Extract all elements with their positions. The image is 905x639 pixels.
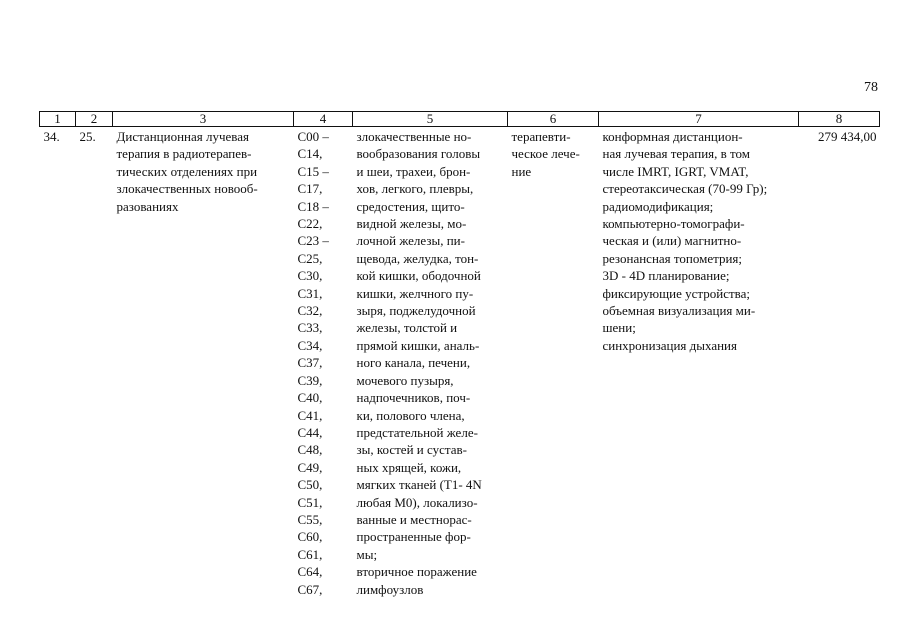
header-row: [40, 112, 880, 127]
model-patient-line: ки, полового члена,: [356, 407, 465, 423]
model-patient-line: хов, легкого, плевры,: [356, 181, 474, 197]
treatment-type-line: терапевти-: [511, 129, 571, 144]
icd-code: С61,: [297, 546, 323, 562]
treatment-method-line: стереотаксическая (70-99 Гр);: [602, 181, 768, 197]
model-patient-line: мочевого пузыря,: [356, 372, 454, 388]
profile-name-line: разованиях: [116, 198, 179, 214]
icd-code: С39,: [297, 372, 323, 388]
treatment-type-line: ние: [511, 163, 532, 179]
icd-code: С51,: [297, 494, 323, 510]
model-patient-line: ванные и местнорас-: [356, 511, 472, 527]
icd-code: С32,: [297, 303, 323, 319]
treatment-type-cell: [508, 127, 599, 598]
icd-code: С23 –: [297, 233, 329, 249]
treatment-type-line: ческое лече-: [511, 146, 580, 162]
treatment-method-line: радиомодификация;: [602, 198, 714, 214]
treatment-method-line: числе IMRT, IGRT, VMAT,: [602, 163, 749, 179]
row-number: 34.: [43, 129, 60, 144]
icd-code: С00 –: [297, 129, 329, 144]
icd-code: С64,: [297, 564, 323, 580]
icd-code: С50,: [297, 477, 323, 493]
icd-code: С48,: [297, 442, 323, 458]
model-patient-line: кой кишки, ободочной: [356, 268, 481, 284]
model-patient-cell: [353, 127, 508, 598]
icd-code: С34,: [297, 337, 323, 353]
model-patient-line: видной железы, мо-: [356, 216, 467, 232]
icd-code: С25,: [297, 250, 323, 266]
model-patient-line: злокачественные но-: [356, 129, 472, 144]
header-col-3: 3: [113, 112, 294, 127]
model-patient-line: щевода, желудка, тон-: [356, 250, 479, 266]
treatment-method-line: компьютерно-томографи-: [602, 216, 745, 232]
icd-code: С37,: [297, 355, 323, 371]
profile-name-line: тических отделениях при: [116, 163, 258, 179]
treatment-method-line: резонансная топометрия;: [602, 250, 743, 266]
icd-code: С17,: [297, 181, 323, 197]
icd-codes-cell: [294, 127, 353, 598]
cost-cell: 279 434,00: [818, 129, 877, 144]
icd-code: С30,: [297, 268, 323, 284]
model-patient-line: зы, костей и сустав-: [356, 442, 467, 458]
treatment-method-line: объемная визуализация ми-: [602, 303, 756, 319]
model-patient-line: средостения, щито-: [356, 198, 465, 214]
model-patient-line: мы;: [356, 546, 378, 562]
model-patient-line: любая M0), локализо-: [356, 494, 478, 510]
icd-code: С14,: [297, 146, 323, 162]
icd-code: С33,: [297, 320, 323, 336]
treatment-method-cell: [599, 127, 799, 598]
profile-name-line: злокачественных новооб-: [116, 181, 258, 197]
model-patient-line: вторичное поражение: [356, 564, 477, 580]
header-col-4: 4: [294, 112, 353, 127]
model-patient-line: железы, толстой и: [356, 320, 458, 336]
treatment-method-line: ная лучевая терапия, в том: [602, 146, 751, 162]
model-patient-line: мягких тканей (T1- 4N: [356, 477, 482, 493]
page-number: 78: [864, 80, 878, 95]
model-patient-line: ных хрящей, кожи,: [356, 459, 462, 475]
header-col-2: 2: [76, 112, 113, 127]
profile-name-line: терапия в радиотерапев-: [116, 146, 252, 162]
icd-code: С41,: [297, 407, 323, 423]
treatment-method-line: 3D - 4D планирование;: [602, 268, 730, 284]
header-col-8: 8: [799, 112, 880, 127]
model-patient-line: лимфоузлов: [356, 581, 424, 597]
model-patient-line: вообразования головы: [356, 146, 481, 162]
header-col-1: 1: [40, 112, 76, 127]
profile-name-cell: [113, 127, 294, 598]
icd-code: С31,: [297, 285, 323, 301]
model-patient-line: ного канала, печени,: [356, 355, 471, 371]
header-col-5: 5: [353, 112, 508, 127]
tariff-table: [39, 111, 880, 598]
profile-name-line: Дистанционная лучевая: [116, 129, 250, 144]
icd-code: С18 –: [297, 198, 329, 214]
model-patient-line: надпочечников, поч-: [356, 390, 471, 406]
group-number: 25.: [79, 129, 96, 144]
header-col-7: 7: [599, 112, 799, 127]
treatment-method-line: синхронизация дыхания: [602, 337, 737, 353]
icd-code: С40,: [297, 390, 323, 406]
model-patient-line: и шеи, трахеи, брон-: [356, 163, 471, 179]
icd-code: С49,: [297, 459, 323, 475]
model-patient-line: прямой кишки, аналь-: [356, 337, 480, 353]
table-row: [40, 127, 880, 598]
icd-code: С55,: [297, 511, 323, 527]
icd-code: С60,: [297, 529, 323, 545]
model-patient-line: пространенные фор-: [356, 529, 471, 545]
icd-code: С15 –: [297, 163, 329, 179]
treatment-method-line: шени;: [602, 320, 636, 336]
icd-code: С67,: [297, 581, 323, 597]
treatment-method-line: фиксирующие устройства;: [602, 285, 750, 301]
treatment-method-line: ческая и (или) магнитно-: [602, 233, 742, 249]
treatment-method-line: конформная дистанцион-: [602, 129, 743, 144]
model-patient-line: лочной железы, пи-: [356, 233, 465, 249]
model-patient-line: зыря, поджелудочной: [356, 303, 476, 319]
icd-code: С22,: [297, 216, 323, 232]
model-patient-line: предстательной желе-: [356, 424, 478, 440]
icd-code: С44,: [297, 424, 323, 440]
header-col-6: 6: [508, 112, 599, 127]
model-patient-line: кишки, желчного пу-: [356, 285, 474, 301]
